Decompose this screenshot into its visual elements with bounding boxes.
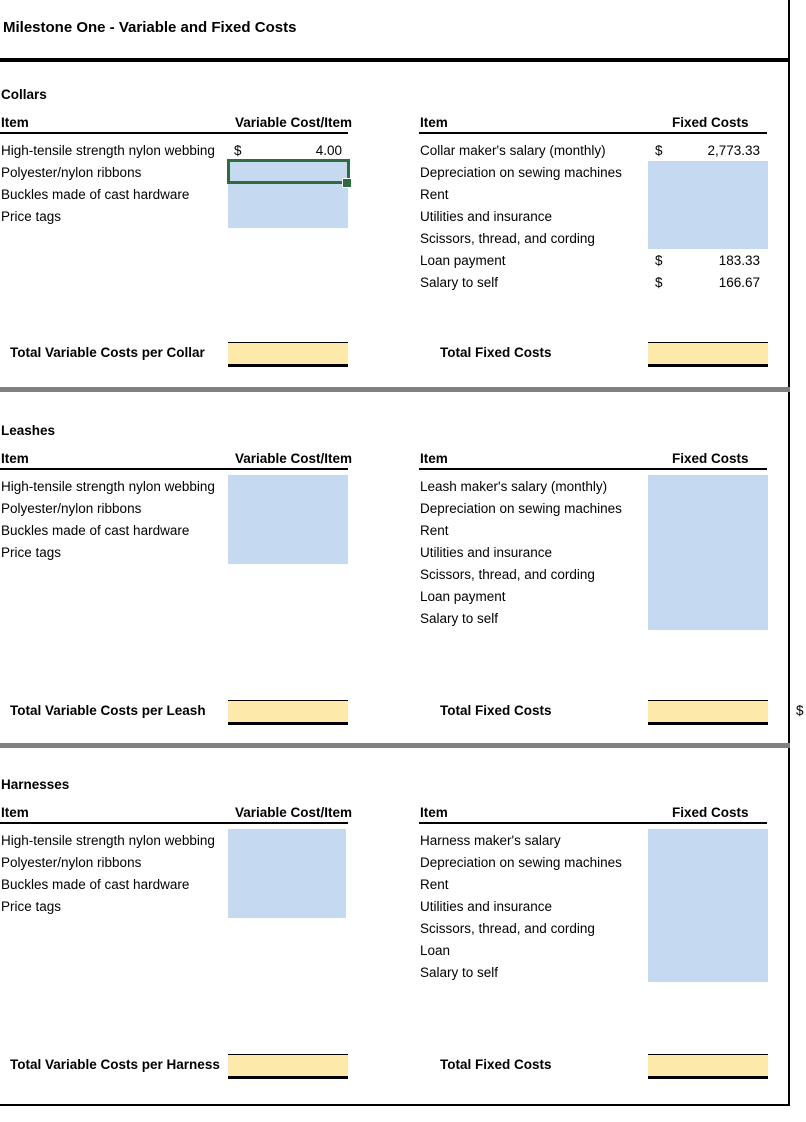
leashes-total-variable-cell[interactable] — [228, 700, 348, 725]
collars-fixed-dollar: $ — [655, 143, 663, 158]
harnesses-variable-header-text: Variable Cost/Item — [234, 805, 352, 820]
collars-fixed-item[interactable]: Utilities and insurance — [420, 209, 553, 224]
harnesses-item-header: Item — [1, 805, 29, 820]
harnesses-variable-input-cells[interactable] — [228, 829, 346, 918]
leashes-fixed-item[interactable]: Scissors, thread, and cording — [420, 567, 595, 582]
harnesses-fixed-item[interactable]: Utilities and insurance — [420, 899, 553, 914]
page-title: Milestone One - Variable and Fixed Costs — [3, 19, 297, 36]
collars-fixed-value[interactable]: 183.33 — [718, 253, 760, 268]
harnesses-fixed-item-header: Item — [420, 805, 448, 820]
leashes-fixed-item[interactable]: Loan payment — [420, 589, 506, 604]
collars-fixed-item[interactable]: Depreciation on sewing machines — [420, 165, 622, 180]
leashes-variable-item[interactable]: Price tags — [1, 545, 62, 560]
harnesses-fixed-input-cells[interactable] — [648, 829, 768, 982]
collars-variable-item[interactable]: Polyester/nylon ribbons — [1, 165, 142, 180]
harnesses-variable-item[interactable]: Price tags — [1, 899, 62, 914]
harnesses-variable-header-rule — [0, 822, 348, 824]
collars-fixed-input-cells[interactable] — [648, 161, 768, 249]
leashes-item-header: Item — [1, 451, 29, 466]
fill-handle[interactable] — [342, 178, 352, 188]
harnesses-variable-header — [228, 805, 352, 820]
collars-item-header: Item — [1, 115, 29, 130]
leashes-total-fixed-label: Total Fixed Costs — [440, 703, 552, 718]
collars-fixed-value[interactable]: 166.67 — [718, 275, 760, 290]
leashes-total-fixed-cell[interactable] — [648, 700, 768, 725]
collars-variable-item[interactable]: Price tags — [1, 209, 62, 224]
harnesses-total-fixed-cell[interactable] — [648, 1054, 768, 1079]
collars-variable-header-text: Variable Cost/Item — [234, 115, 352, 130]
overflow-dollar: $ — [796, 703, 804, 718]
leashes-total-variable-label: Total Variable Costs per Leash — [10, 703, 206, 718]
harnesses-fixed-item[interactable]: Loan — [420, 943, 451, 958]
collars-fixed-item[interactable]: Collar maker's salary (monthly) — [420, 143, 606, 158]
harnesses-total-fixed-label: Total Fixed Costs — [440, 1057, 552, 1072]
section-separator — [0, 387, 790, 392]
collars-fixed-item-header: Item — [420, 115, 448, 130]
leashes-variable-item[interactable]: Buckles made of cast hardware — [1, 523, 190, 538]
collars-total-fixed-label: Total Fixed Costs — [440, 345, 552, 360]
collars-fixed-header: Fixed Costs — [672, 115, 749, 130]
leashes-variable-header-rule — [0, 468, 348, 470]
collars-variable-dollar: $ — [234, 143, 242, 158]
leashes-fixed-header-rule — [419, 468, 767, 470]
harnesses-fixed-header: Fixed Costs — [672, 805, 749, 820]
collars-variable-header-rule — [0, 132, 348, 134]
collars-fixed-value[interactable]: 2,773.33 — [707, 143, 760, 158]
harnesses-fixed-item[interactable]: Scissors, thread, and cording — [420, 921, 595, 936]
sheet-bottom-border — [0, 1104, 790, 1106]
harnesses-fixed-item[interactable]: Rent — [420, 877, 449, 892]
collars-fixed-item[interactable]: Loan payment — [420, 253, 506, 268]
leashes-fixed-item[interactable]: Utilities and insurance — [420, 545, 553, 560]
harnesses-fixed-header-rule — [419, 822, 767, 824]
leashes-fixed-input-cells[interactable] — [648, 475, 768, 630]
collars-variable-value[interactable]: 4.00 — [315, 143, 342, 158]
collars-variable-item-label: High-tensile strength nylon webbing — [1, 143, 215, 158]
leashes-fixed-item[interactable]: Leash maker's salary (monthly) — [420, 479, 608, 494]
collars-variable-header — [228, 115, 352, 130]
collars-variable-item[interactable]: Buckles made of cast hardware — [1, 187, 190, 202]
collars-total-variable-cell[interactable] — [228, 342, 348, 367]
leashes-variable-item[interactable]: Polyester/nylon ribbons — [1, 501, 142, 516]
section-title-harnesses: Harnesses — [1, 777, 70, 792]
sheet-right-border — [788, 0, 790, 1106]
harnesses-variable-item[interactable]: High-tensile strength nylon webbing — [1, 833, 215, 848]
leashes-variable-input-cells[interactable] — [228, 475, 348, 564]
harnesses-total-variable-label: Total Variable Costs per Harness — [10, 1057, 220, 1072]
leashes-fixed-item[interactable]: Rent — [420, 523, 449, 538]
harnesses-fixed-item[interactable]: Depreciation on sewing machines — [420, 855, 622, 870]
section-separator — [0, 743, 790, 748]
selected-cell[interactable] — [227, 159, 350, 184]
collars-total-variable-label: Total Variable Costs per Collar — [10, 345, 205, 360]
leashes-variable-header — [228, 451, 352, 466]
collars-fixed-item[interactable]: Salary to self — [420, 275, 499, 290]
leashes-fixed-item[interactable]: Salary to self — [420, 611, 499, 626]
harnesses-variable-item[interactable]: Polyester/nylon ribbons — [1, 855, 142, 870]
section-title-leashes: Leashes — [1, 423, 56, 438]
harnesses-variable-item[interactable]: Buckles made of cast hardware — [1, 877, 190, 892]
section-title-collars: Collars — [1, 87, 47, 102]
collars-fixed-dollar: $ — [655, 275, 663, 290]
collars-variable-item[interactable] — [1, 143, 229, 158]
collars-fixed-item[interactable]: Scissors, thread, and cording — [420, 231, 595, 246]
leashes-fixed-header: Fixed Costs — [672, 451, 749, 466]
collars-total-fixed-cell[interactable] — [648, 342, 768, 367]
collars-fixed-item[interactable]: Rent — [420, 187, 449, 202]
harnesses-fixed-item[interactable]: Salary to self — [420, 965, 499, 980]
harnesses-fixed-item[interactable]: Harness maker's salary — [420, 833, 561, 848]
collars-fixed-dollar: $ — [655, 253, 663, 268]
collars-fixed-header-rule — [419, 132, 767, 134]
title-underline — [0, 58, 790, 62]
leashes-variable-header-text: Variable Cost/Item — [234, 451, 352, 466]
leashes-fixed-item-header: Item — [420, 451, 448, 466]
harnesses-total-variable-cell[interactable] — [228, 1054, 348, 1079]
leashes-variable-item[interactable]: High-tensile strength nylon webbing — [1, 479, 215, 494]
leashes-fixed-item[interactable]: Depreciation on sewing machines — [420, 501, 622, 516]
